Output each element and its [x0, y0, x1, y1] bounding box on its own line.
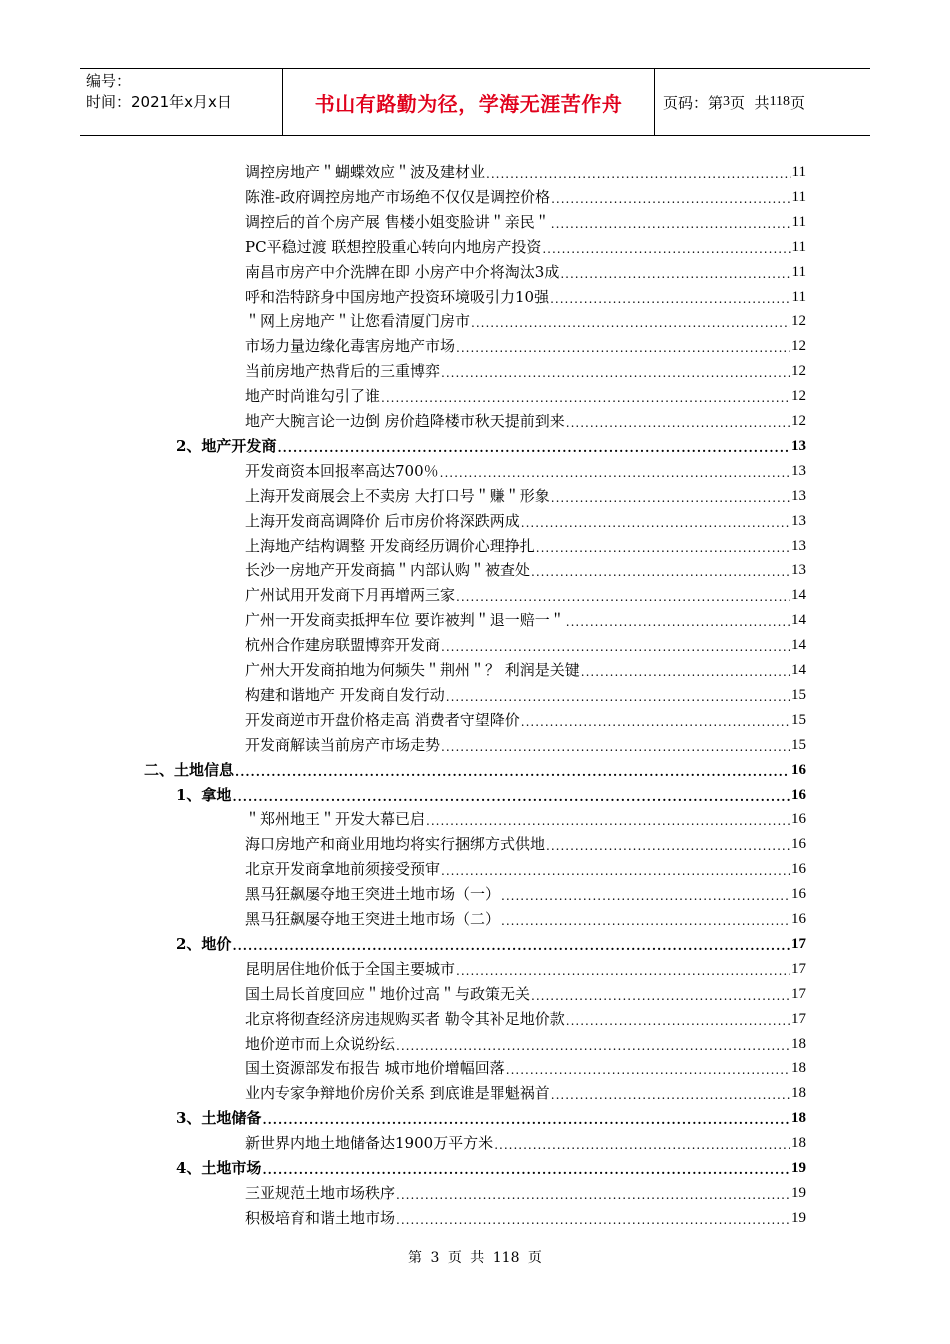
toc-dot-leader	[566, 614, 790, 630]
toc-entry-title: 2、地价	[176, 935, 232, 953]
toc-dot-leader	[560, 266, 790, 282]
toc-entry[interactable]	[245, 382, 806, 406]
toc-entry-title: 开发商资本回报率高达700％	[245, 462, 439, 480]
toc-entry[interactable]	[245, 183, 806, 207]
header-page-indicator	[655, 69, 870, 135]
toc-entry-page: 17	[791, 1011, 806, 1027]
toc-entry[interactable]	[245, 457, 806, 481]
toc-entry[interactable]	[245, 606, 806, 630]
toc-entry-page: 15	[791, 712, 806, 728]
toc-entry-title: 长沙一房地产开发商搞＂内部认购＂被查处	[245, 561, 531, 579]
toc-entry[interactable]	[245, 706, 806, 730]
page-label-prefix: 页码：第	[663, 93, 724, 112]
toc-entry-page: 13	[791, 438, 806, 454]
toc-dot-leader	[232, 938, 790, 954]
toc-dot-leader	[501, 913, 790, 929]
toc-dot-leader	[531, 564, 790, 580]
toc-dot-leader	[551, 490, 790, 506]
toc-entry[interactable]	[245, 1079, 806, 1103]
toc-entry-title: 北京开发商拿地前须接受预审	[245, 860, 441, 878]
toc-entry-page: 16	[791, 836, 806, 852]
toc-dot-leader	[232, 789, 790, 805]
toc-entry[interactable]	[245, 1005, 806, 1029]
toc-entry[interactable]	[245, 208, 806, 232]
toc-entry-title: 杭州合作建房联盟博弈开发商	[245, 636, 441, 654]
toc-entry[interactable]	[245, 482, 806, 506]
toc-entry-title: 昆明居住地价低于全国主要城市	[245, 960, 456, 978]
header-meta	[80, 69, 282, 135]
toc-entry-title: 调控后的首个房产展 售楼小姐变脸讲＂亲民＂	[245, 213, 550, 231]
toc-entry-title: 二、土地信息	[144, 761, 235, 779]
toc-entry[interactable]	[245, 1204, 806, 1228]
page-header	[80, 68, 870, 136]
toc-entry-title: 开发商解读当前房产市场走势	[245, 736, 441, 754]
toc-entry-page: 17	[791, 986, 806, 1002]
page-footer: 第 3 页 共 118 页	[408, 1250, 542, 1266]
toc-dot-leader	[456, 589, 790, 605]
toc-entry-title: 上海地产结构调整 开发商经历调价心理挣扎	[245, 537, 535, 555]
document-time-label: 时间：2021年x月x日	[86, 93, 232, 111]
toc-entry-page: 14	[791, 662, 806, 678]
toc-dot-leader	[441, 365, 790, 381]
toc-dot-leader	[486, 166, 791, 182]
toc-entry[interactable]	[245, 307, 806, 331]
toc-entry[interactable]	[176, 930, 806, 954]
toc-entry-title: ＂网上房地产＂让您看清厦门房市	[245, 312, 471, 330]
toc-entry[interactable]	[176, 1104, 806, 1128]
toc-entry-page: 16	[791, 911, 806, 927]
toc-entry-title: 呼和浩特跻身中国房地产投资环境吸引力10强	[245, 288, 550, 306]
toc-entry-page: 19	[791, 1210, 806, 1226]
toc-entry[interactable]	[245, 980, 806, 1004]
toc-entry-page: 13	[791, 562, 806, 578]
toc-entry-page: 13	[791, 513, 806, 529]
toc-entry-title: 广州试用开发商下月再增两三家	[245, 586, 456, 604]
toc-dot-leader	[277, 440, 790, 456]
toc-dot-leader	[446, 689, 790, 705]
toc-entry-title: 广州大开发商拍地为何频失＂荆州＂？ 利润是关键	[245, 661, 580, 679]
toc-entry-title: 当前房地产热背后的三重博弈	[245, 362, 441, 380]
toc-dot-leader	[536, 540, 790, 556]
toc-entry-page: 15	[791, 687, 806, 703]
toc-entry[interactable]	[245, 532, 806, 556]
document-number-label: 编号：	[86, 72, 132, 90]
toc-entry-title: 2、地产开发商	[176, 437, 277, 455]
toc-entry-title: 黑马狂飙屡夺地王突进土地市场（一）	[245, 885, 501, 903]
toc-entry-page: 16	[791, 861, 806, 877]
toc-entry[interactable]	[245, 830, 806, 854]
toc-dot-leader	[546, 838, 790, 854]
toc-entry-page: 14	[791, 612, 806, 628]
toc-entry-title: 地价逆市而上众说纷纭	[245, 1035, 396, 1053]
toc-entry-page: 11	[791, 264, 806, 280]
toc-entry-title: 上海开发商高调降价 后市房价将深跌两成	[245, 512, 520, 530]
toc-entry-page: 19	[791, 1185, 806, 1201]
page-total: 118	[769, 94, 791, 109]
toc-dot-leader	[456, 340, 790, 356]
toc-dot-leader	[396, 1187, 790, 1203]
toc-entry[interactable]	[245, 656, 806, 680]
toc-entry-page: 13	[791, 488, 806, 504]
toc-dot-leader	[396, 1038, 790, 1054]
toc-entry-page: 18	[791, 1135, 806, 1151]
toc-entry-title: 4、土地市场	[176, 1159, 262, 1177]
toc-entry[interactable]	[245, 631, 806, 655]
toc-dot-leader	[542, 241, 790, 257]
toc-entry[interactable]	[245, 1054, 806, 1078]
toc-entry[interactable]	[245, 1129, 806, 1153]
toc-entry[interactable]	[176, 432, 806, 456]
toc-entry-title: ＂郑州地王＂开发大幕已启	[245, 810, 426, 828]
toc-entry-page: 12	[791, 313, 806, 329]
toc-entry-title: 国土资源部发布报告 城市地价增幅回落	[245, 1059, 505, 1077]
page-current: 3	[723, 94, 731, 109]
toc-entry[interactable]	[245, 233, 806, 257]
toc-dot-leader	[456, 963, 790, 979]
toc-dot-leader	[441, 739, 790, 755]
toc-entry-page: 14	[791, 637, 806, 653]
toc-entry[interactable]	[245, 507, 806, 531]
toc-entry-title: 南昌市房产中介洗牌在即 小房产中介将淘汰3成	[245, 263, 560, 281]
toc-entry-page: 18	[791, 1036, 806, 1052]
toc-dot-leader	[551, 191, 790, 207]
toc-entry-page: 19	[791, 1160, 806, 1176]
toc-entry-page: 12	[791, 363, 806, 379]
page-label-mid: 页 共	[730, 93, 770, 112]
toc-entry-page: 17	[791, 936, 806, 952]
toc-dot-leader	[426, 813, 790, 829]
toc-entry-page: 12	[791, 413, 806, 429]
toc-dot-leader	[471, 315, 790, 331]
toc-entry-title: 调控房地产＂蝴蝶效应＂波及建材业	[245, 163, 486, 181]
toc-entry-title: 新世界内地土地储备达1900万平方米	[245, 1134, 494, 1152]
toc-entry-title: 1、拿地	[176, 786, 232, 804]
toc-entry-page: 15	[791, 737, 806, 753]
toc-entry-page: 13	[791, 463, 806, 479]
toc-dot-leader	[494, 1137, 790, 1153]
toc-entry-page: 12	[791, 388, 806, 404]
toc-entry-title: 业内专家争辩地价房价关系 到底谁是罪魁祸首	[245, 1084, 550, 1102]
toc-entry[interactable]	[245, 681, 806, 705]
toc-entry[interactable]	[245, 332, 806, 356]
toc-entry-title: 三亚规范土地市场秩序	[245, 1184, 396, 1202]
header-motto: 书山有路勤为径，学海无涯苦作舟	[282, 69, 655, 135]
toc-entry-page: 16	[791, 811, 806, 827]
toc-dot-leader	[262, 1112, 790, 1128]
toc-entry[interactable]	[245, 880, 806, 904]
toc-dot-leader	[235, 764, 790, 780]
toc-entry[interactable]	[176, 1154, 806, 1178]
toc-dot-leader	[396, 1212, 790, 1228]
toc-entry-page: 16	[791, 787, 806, 803]
toc-entry[interactable]	[245, 1179, 806, 1203]
page-label-suffix: 页	[790, 93, 806, 112]
toc-entry[interactable]	[245, 258, 806, 282]
toc-entry[interactable]	[245, 556, 806, 580]
toc-entry-title: 构建和谐地产 开发商自发行动	[245, 686, 445, 704]
toc-entry-page: 11	[791, 214, 806, 230]
toc-entry-title: 陈淮-政府调控房地产市场绝不仅仅是调控价格	[245, 188, 551, 206]
toc-entry-page: 13	[791, 538, 806, 554]
toc-dot-leader	[521, 714, 790, 730]
toc-entry-page: 11	[791, 164, 806, 180]
toc-dot-leader	[566, 415, 790, 431]
toc-entry-page: 17	[791, 961, 806, 977]
toc-entry-page: 11	[791, 289, 806, 305]
toc-entry[interactable]	[144, 756, 806, 780]
toc-entry-title: 广州一开发商卖抵押车位 要诈被判＂退一赔一＂	[245, 611, 565, 629]
toc-entry-page: 14	[791, 587, 806, 603]
toc-dot-leader	[550, 291, 790, 307]
toc-entry[interactable]	[245, 1030, 806, 1054]
toc-dot-leader	[551, 1087, 790, 1103]
toc-entry-title: PC平稳过渡 联想控股重心转向内地房产投资	[245, 238, 542, 256]
toc-entry-title: 地产大腕言论一边倒 房价趋降楼市秋天提前到来	[245, 412, 565, 430]
toc-entry[interactable]	[245, 357, 806, 381]
toc-entry-page: 18	[791, 1110, 806, 1126]
toc-entry[interactable]	[245, 407, 806, 431]
toc-dot-leader	[441, 863, 790, 879]
toc-dot-leader	[441, 639, 790, 655]
toc-entry-page: 16	[791, 762, 806, 778]
toc-entry-title: 国土局长首度回应＂地价过高＂与政策无关	[245, 985, 531, 1003]
toc-entry-title: 北京将彻查经济房违规购买者 勒令其补足地价款	[245, 1010, 565, 1028]
toc-dot-leader	[581, 664, 790, 680]
toc-entry[interactable]	[245, 581, 806, 605]
toc-entry-page: 18	[791, 1060, 806, 1076]
toc-entry[interactable]	[245, 955, 806, 979]
toc-dot-leader	[531, 988, 790, 1004]
toc-dot-leader	[440, 465, 790, 481]
toc-dot-leader	[521, 515, 790, 531]
toc-entry-title: 市场力量边缘化毒害房地产市场	[245, 337, 456, 355]
toc-dot-leader	[566, 1013, 790, 1029]
toc-entry[interactable]	[245, 731, 806, 755]
toc-entry-page: 16	[791, 886, 806, 902]
toc-entry[interactable]	[245, 905, 806, 929]
toc-entry-title: 开发商逆市开盘价格走高 消费者守望降价	[245, 711, 520, 729]
toc-entry-title: 地产时尚谁勾引了谁	[245, 387, 381, 405]
toc-entry-page: 12	[791, 338, 806, 354]
toc-entry-page: 18	[791, 1085, 806, 1101]
toc-entry[interactable]	[176, 781, 806, 805]
toc-entry[interactable]	[245, 805, 806, 829]
toc-entry-title: 上海开发商展会上不卖房 大打口号＂赚＂形象	[245, 487, 550, 505]
toc-dot-leader	[551, 216, 791, 232]
toc-entry-title: 黑马狂飙屡夺地王突进土地市场（二）	[245, 910, 501, 928]
toc-entry[interactable]	[245, 158, 806, 182]
toc-entry-title: 3、土地储备	[176, 1109, 262, 1127]
toc-dot-leader	[262, 1162, 790, 1178]
toc-entry-page: 11	[791, 239, 806, 255]
toc-dot-leader	[506, 1062, 790, 1078]
toc-entry[interactable]	[245, 283, 806, 307]
toc-dot-leader	[381, 390, 790, 406]
toc-entry[interactable]	[245, 855, 806, 879]
toc-entry-title: 海口房地产和商业用地均将实行捆绑方式供地	[245, 835, 546, 853]
toc-dot-leader	[501, 888, 790, 904]
toc-entry-page: 11	[791, 189, 806, 205]
toc-entry-title: 积极培育和谐土地市场	[245, 1209, 396, 1227]
